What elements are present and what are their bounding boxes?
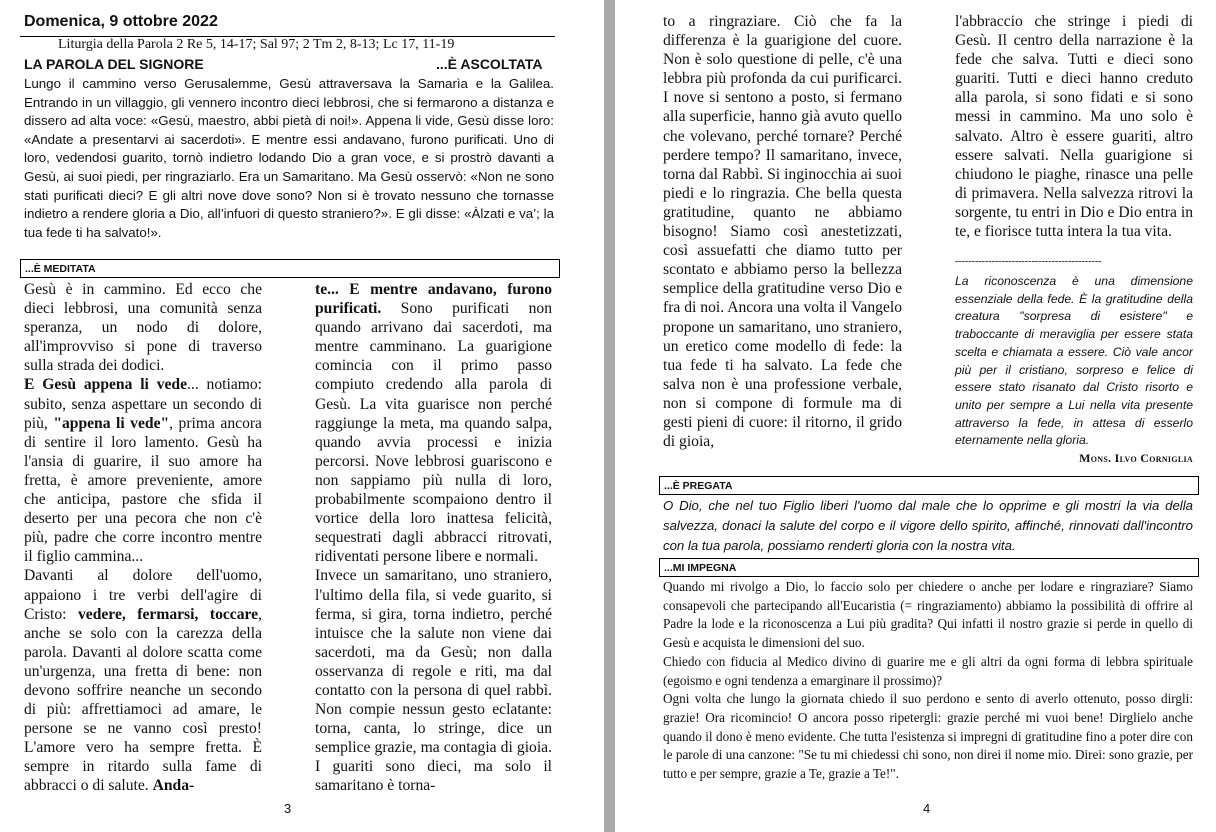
commitment-paragraph: Ogni volta che lungo la giornata chiedo il suo perdono e sento di averlo ottenuto, posso dirgli: grazie! Ora ricomincio! O ancora posso ripetergli: grazie perché mi vuoi bene! Dirglielo anche quando il dono è meno evidente. Che tutta l'esistenza si impregni di gratitudine fino a poter dire con le parole di una canzone: "Se tu mi chiedessi chi sono, non direi il nome mio. Direi: sono grazie, per tutto e per sempre, grazie a Te, grazie a Te!". — [663, 691, 1193, 782]
section-box-pregata — [659, 476, 1199, 495]
date-heading: Domenica, 9 ottobre 2022 — [24, 13, 218, 30]
page-4 — [615, 0, 1216, 832]
quote-text: La riconoscenza è una dimensione essenziale della fede. È la gratitudine della creatura "sorpresa di esistere" e traboccante di meraviglia per essere stata scelta e chiamata a essere. Ciò vale ancor più per il cristiano, sorpreso e felice di essere stato risanato dal Cristo risorto e unito per sempre a Lui nella vita presente attraverso la fede, in attesa di esserlo eternamente nella gloria. — [955, 274, 1193, 448]
quote-author: Mons. Ilvo Corniglia — [1079, 451, 1193, 466]
page-gutter — [604, 0, 615, 832]
meditation-paragraph: Invece un samaritano, uno straniero, l'ultimo della fila, si vede guarito, si ferma, si gira, torna indietro, perché intuisce che la salute non viene dai sacerdoti, ma da Gesù; non dalla osservanza di regole e riti, ma dal contatto con la persona di quel rabbì. Non compie nessun gesto eclatante: torna, canta, lo stringe, dice un semplice grazie, ma contagia di gioia. I guariti sono dieci, ma solo il samaritano è torna- — [315, 567, 552, 795]
meditation-paragraph: Davanti al dolore dell'uomo, appaiono i tre verbi dell'agire di Cristo: vedere, fermarsi, toccare, anche se solo con la carezza della parola. Davanti al dolore scatta come un'urgenza, una fretta di bene: non devono soffrire neanche un secondo di più: affrettiamoci ad amare, le persone se ne vanno così presto! L'amore vero ha sempre fretta. È sempre in ritardo sulla fame di abbracci o di salute. Anda- — [24, 567, 262, 795]
heading-e-ascoltata: ...È ASCOLTATA — [436, 56, 543, 72]
section-label-meditata: ...È MEDITATA — [25, 263, 96, 275]
meditation-paragraph: Gesù è in cammino. Ed ecco che dieci lebbrosi, una comunità senza speranza, un nodo di dolore, all'improvviso si pone di traverso sulla strada dei dodici. — [24, 281, 262, 375]
commitment-paragraph: Quando mi rivolgo a Dio, lo faccio solo per chiedere o anche per lodare e ringraziare? Siamo consapevoli che partecipando all'Eucaristia (= ringraziamento) abbiamo la possibilità di offrire al Padre la lode e la riconoscenza a Lui più gradita? Qui infatti il nostro grazie si perde in quello di Gesù e acquista le dimensioni del suo. — [663, 579, 1193, 651]
page-3 — [0, 0, 604, 832]
gospel-text: Lungo il cammino verso Gerusalemme, Gesù attraversava la Samarìa e la Galilea. Entrando in un villaggio, gli vennero incontro dieci lebbrosi, che si fermarono a distanza e dissero ad alta voce: «Gesù, maestro, abbi pietà di noi!». Appena li vide, Gesù disse loro: «Andate a presentarvi ai sacerdoti». E mentre essi andavano, furono purificati. Uno di loro, vedendosi guarito, tornò indietro lodando Dio a gran voce, e si prostrò davanti a Gesù, ai suoi piedi, per ringraziarlo. Era un Samaritano. Ma Gesù osservò: «Non ne sono stati purificati dieci? E gli altri nove dove sono? Non si è trovato nessuno che tornasse indietro a rendere gloria a Dio, all’infuori di questo straniero?». E gli disse: «Àlzati e va’; la tua fede ti ha salvato!». — [24, 76, 554, 240]
meditation-paragraph: E Gesù appena li vede... notiamo: subito, senza aspettare un secondo di più, "appena li vede", prima ancora di sentire il loro lamento. Gesù ha l'ansia di guarire, il suo amore ha fretta, è amore preveniente, amore che anticipa, pastore che sfida il deserto per una pecora che non c'è più, padre che corre incontro mentre il figlio cammina... — [24, 376, 262, 566]
section-box-meditata — [20, 259, 560, 278]
section-box-impegna — [659, 558, 1199, 577]
section-label-pregata: ...È PREGATA — [664, 480, 733, 492]
meditation-column-4: l'abbraccio che stringe i piedi di Gesù. Il centro della narrazione è la fede che salva. Tutti e dieci sono guariti. Tutti e dieci hanno creduto alla parola, si sono fidati e si sono messi in cammino. Ma uno solo è salvato. Altro è essere guariti, altro essere salvati. Nella guarigione si chiudono le piaghe, rinasce una pelle di primavera. Nella salvezza ritrovi la sorgente, tu entri in Dio e Dio entra in te, e fiorisce tutta intera la tua vita. — [955, 13, 1193, 241]
meditation-column-2 — [315, 280, 552, 796]
meditation-column-3: to a ringraziare. Ciò che fa la differenza è la guarigione del cuore. Non è solo questione di pelle, c'è una lebbra più profonda da cui purificarci. I nove si sentono a posto, si fermano alla superficie, hanno già avuto quello che volevano, perché tornare? Perché perdere tempo? Il samaritano, invece, torna dal Rabbì. Si inginocchia ai suoi piedi e lo ringrazia. Che bella questa gratitudine, quanto ne abbiamo bisogno! Siamo così anestetizzati, così assuefatti che diamo tutto per scontato e abbiamo perso la bellezza semplice della gratitudine verso Dio e fra di noi. Ancora una volta il Vangelo propone un samaritano, uno straniero, un eretico come modello di fede: la tua fede ti ha salvato. La fede che salva non è una professione verbale, non si compone di formule ma di gesti pieni di cuore: il ritorno, il grido di gioia, — [663, 13, 902, 451]
heading-parola-del-signore: LA PAROLA DEL SIGNORE — [24, 56, 204, 72]
commitment-text — [663, 578, 1193, 784]
meditation-paragraph: te... E mentre andavano, furono purificati. Sono purificati non quando arrivano dai sacerdoti, ma mentre camminano. La guarigione comincia con il primo passo compiuto credendo alla parola di Gesù. La vita guarisce non perché raggiunge la meta, ma quando salpa, quando avvia processi e inizia percorsi. Nove lebbrosi guariscono e non sappiamo più nulla di loro, probabilmente scompaiono dentro il vortice della loro inattesa felicità, sequestrati dagli abbracci ritrovati, ridiventati persone libere e normali. — [315, 281, 552, 566]
commitment-paragraph: Chiedo con fiducia al Medico divino di guarire me e gli altri da ogni forma di lebbra spirituale (egoismo e ogni tendenza a emarginare il prossimo)? — [663, 653, 1193, 688]
quote-block — [955, 273, 1193, 468]
meditation-column-1 — [24, 280, 262, 796]
prayer-text: O Dio, che nel tuo Figlio liberi l'uomo dal male che lo opprime e gli mostri la via della salvezza, donaci la salute del corpo e il vigore dello spirito, affinché, rinnovati dall'incontro con la tua parola, possiamo renderti gloria con la nostra vita. — [663, 498, 1193, 553]
section-label-impegna: ...MI IMPEGNA — [664, 562, 737, 574]
quote-divider: -------------------------------------------- — [955, 256, 1102, 267]
page-number: 3 — [284, 801, 292, 816]
liturgy-reference: Liturgia della Parola 2 Re 5, 14-17; Sal 97; 2 Tm 2, 8-13; Lc 17, 11-19 — [58, 37, 455, 52]
page-number: 4 — [923, 801, 931, 816]
